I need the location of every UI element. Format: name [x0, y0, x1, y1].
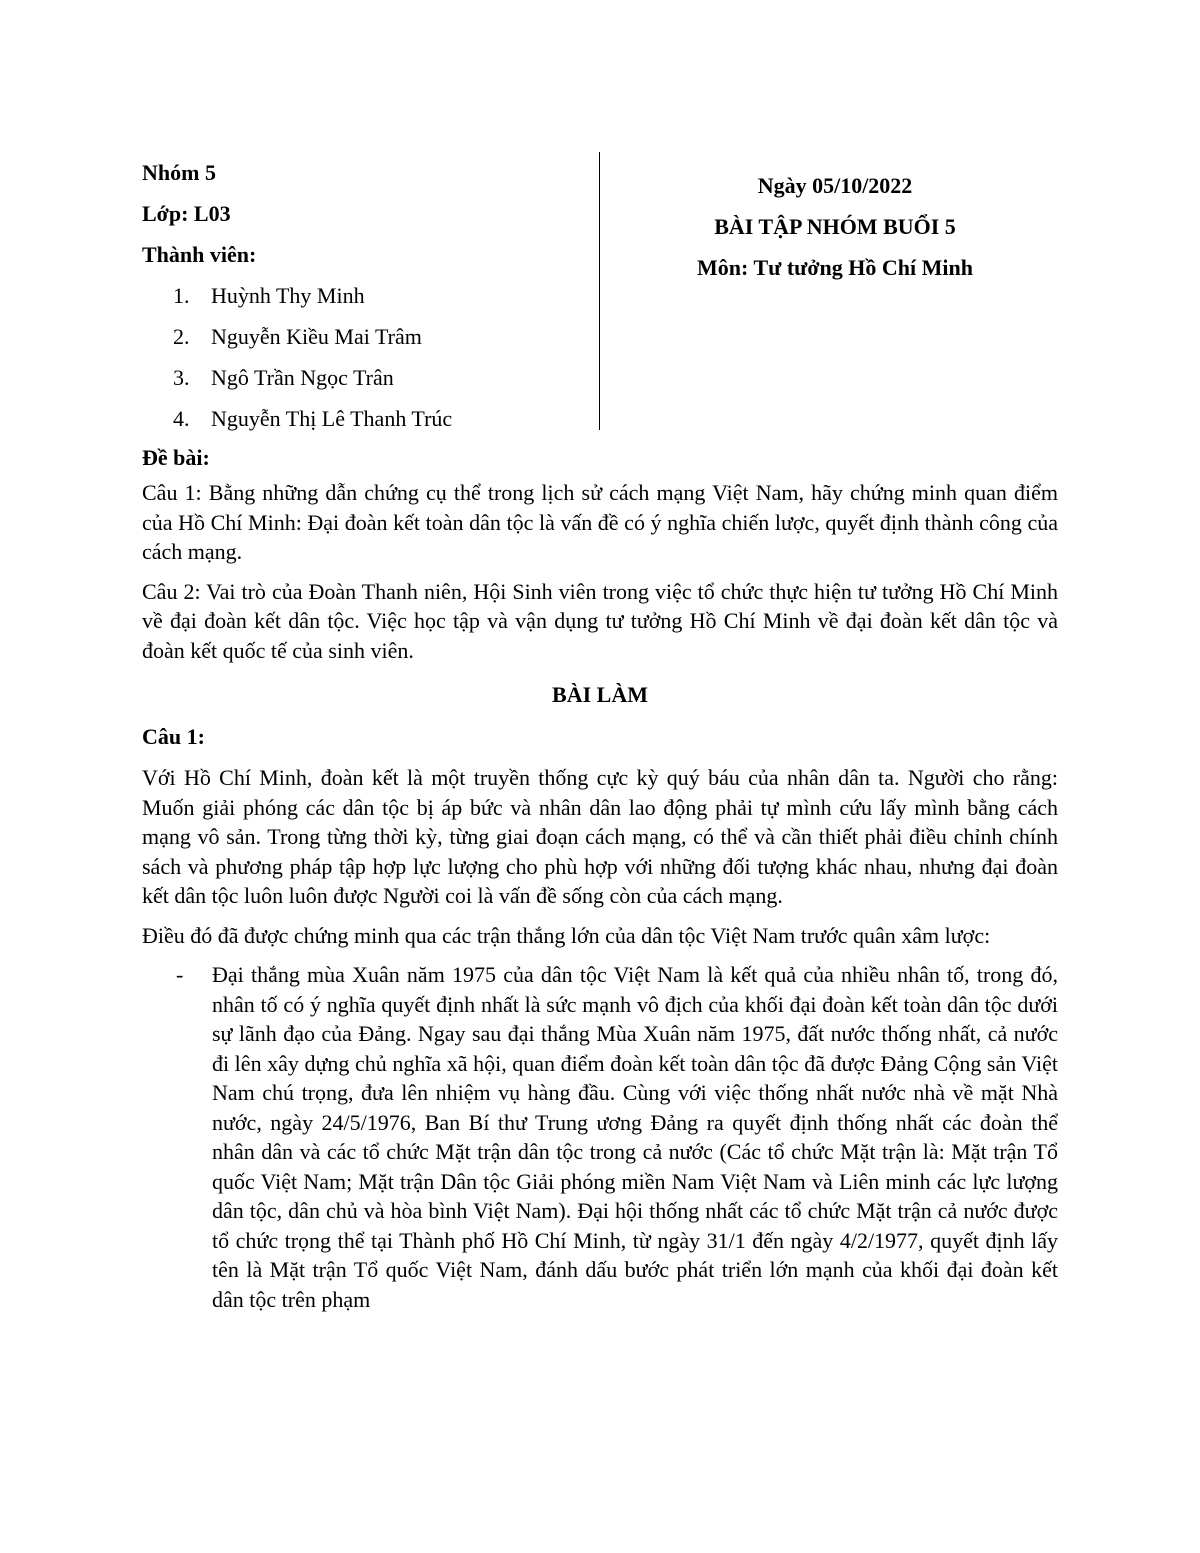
assignment-date: Ngày 05/10/2022: [757, 173, 913, 198]
member-number: 1.: [173, 283, 190, 308]
assignment-label: Đề bài:: [142, 445, 210, 470]
bullet-text: Đại thắng mùa Xuân năm 1975 của dân tộc Việt Nam là kết quả của nhiều nhân tố, trong đó, nhân tố có ý nghĩa quyết định nhất là sức mạnh vô địch của khối đại đoàn kết toàn dân tộc dưới sự lãnh đạo của Đảng. Ngay sau đại thắng Mùa Xuân năm 1975, đất nước thống nhất, cả nước đi lên xây dựng chủ nghĩa xã hội, quan điểm đoàn kết toàn dân tộc đã được Đảng Cộng sản Việt Nam chú trọng, đưa lên nhiệm vụ hàng đầu. Cùng với việc thống nhất nước nhà về mặt Nhà nước, ngày 24/5/1976, Ban Bí thư Trung ương Đảng ra quyết định thống nhất các đoàn thể nhân dân và các tổ chức Mặt trận dân tộc trong cả nước (Các tổ chức Mặt trận là: Mặt trận Tổ quốc Việt Nam; Mặt trận Dân tộc Giải phóng miền Nam Việt Nam và Liên minh các lực lượng dân tộc, dân chủ và hòa bình Việt Nam). Đại hội thống nhất các tổ chức Mặt trận cả nước được tổ chức trọng thể tại Thành phố Hồ Chí Minh, từ ngày 31/1 đến ngày 4/2/1977, quyết định lấy tên là Mặt trận Tổ quốc Việt Nam, đánh dấu bước phát triển lớn mạnh của khối đại đoàn kết dân tộc trên phạm: [212, 962, 1058, 1312]
class-name: Lớp: L03: [142, 201, 231, 226]
member-number: 4.: [173, 406, 190, 431]
header-left-block: [142, 152, 582, 439]
member-item: [142, 316, 582, 357]
members-list: [142, 275, 582, 439]
member-name: Nguyễn Thị Lê Thanh Trúc: [211, 406, 453, 431]
header-divider: [599, 152, 600, 430]
member-name: Huỳnh Thy Minh: [211, 283, 365, 308]
members-label: Thành viên:: [142, 242, 257, 267]
assignment-title: BÀI TẬP NHÓM BUỔI 5: [714, 214, 956, 239]
answer-title: BÀI LÀM: [552, 682, 648, 707]
member-number: 3.: [173, 365, 190, 390]
bullet-dash: -: [176, 962, 184, 987]
answer-bullet-1: [142, 960, 1058, 1314]
question-2: Câu 2: Vai trò của Đoàn Thanh niên, Hội Sinh viên trong việc tổ chức thực hiện tư tưởng Hồ Chí Minh về đại đoàn kết dân tộc. Việc học tập và vận dụng tư tưởng Hồ Chí Minh về đại đoàn kết dân tộc và đoàn kết quốc tế của sinh viên.: [142, 578, 1058, 663]
member-number: 2.: [173, 324, 190, 349]
group-name: Nhóm 5: [142, 160, 216, 185]
question-1: Câu 1: Bằng những dẫn chứng cụ thể trong lịch sử cách mạng Việt Nam, hãy chứng minh quan điểm của Hồ Chí Minh: Đại đoàn kết toàn dân tộc là vấn đề có ý nghĩa chiến lược, quyết định thành công của cách mạng.: [142, 480, 1058, 564]
member-name: Ngô Trần Ngọc Trân: [211, 365, 394, 390]
document-body: [142, 438, 1058, 1314]
member-name: Nguyễn Kiều Mai Trâm: [211, 324, 422, 349]
member-item: [142, 398, 582, 439]
subject-name: Môn: Tư tưởng Hồ Chí Minh: [697, 255, 973, 280]
header-right-block: [620, 165, 1050, 288]
answer-paragraph-1: Với Hồ Chí Minh, đoàn kết là một truyền thống cực kỳ quý báu của nhân dân ta. Người cho rằng: Muốn giải phóng các dân tộc bị áp bức và nhân dân lao động phải tự mình cứu lấy mình bằng cách mạng vô sản. Trong từng thời kỳ, từng giai đoạn cách mạng, có thể và cần thiết phải điều chỉnh chính sách và phương pháp tập hợp lực lượng cho phù hợp với những đối tượng khác nhau, nhưng đại đoàn kết dân tộc luôn luôn được Người coi là vấn đề sống còn của cách mạng.: [142, 765, 1058, 908]
member-item: [142, 275, 582, 316]
answer-q1-label: Câu 1:: [142, 724, 205, 749]
answer-paragraph-2: Điều đó đã được chứng minh qua các trận thắng lớn của dân tộc Việt Nam trước quân xâm lược:: [142, 922, 991, 948]
member-item: [142, 357, 582, 398]
